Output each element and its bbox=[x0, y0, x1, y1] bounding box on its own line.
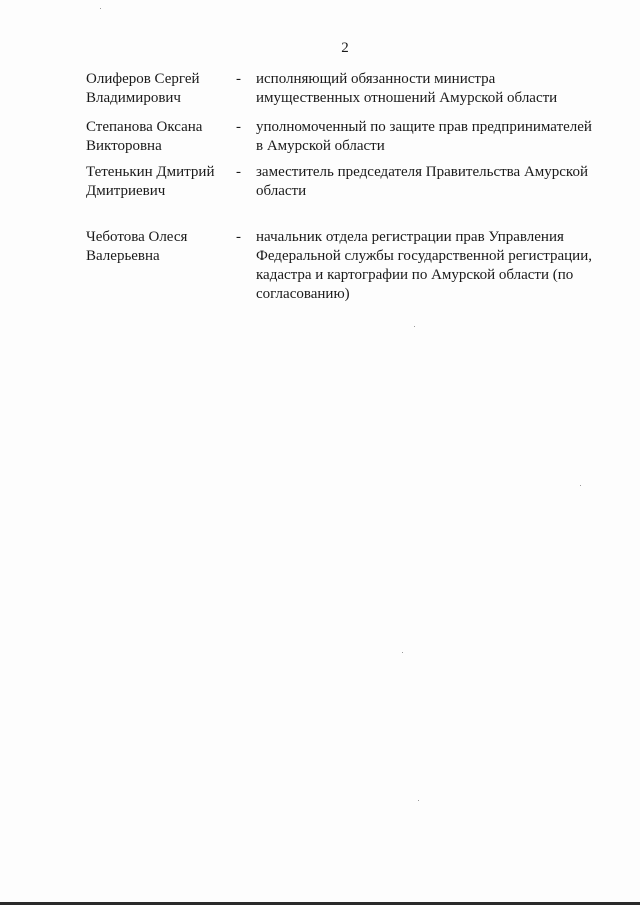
dash-separator: - bbox=[236, 119, 241, 135]
member-role: уполномоченный по защите прав предпринимателей в Амурской области bbox=[256, 119, 592, 154]
member-name: Степанова Оксана Викторовна bbox=[86, 119, 203, 154]
scan-speck bbox=[100, 8, 101, 9]
member-name: Тетенькин Дмитрий Дмитриевич bbox=[86, 164, 215, 199]
page-number: 2 bbox=[341, 40, 349, 56]
scan-speck bbox=[418, 800, 419, 801]
member-role: исполняющий обязанности министра имущественных отношений Амурской области bbox=[256, 71, 558, 106]
dash-separator: - bbox=[236, 71, 241, 87]
member-name: Олиферов Сергей Владимирович bbox=[86, 71, 200, 106]
scan-speck bbox=[580, 485, 581, 486]
member-role: заместитель председателя Правительства Амурской области bbox=[256, 164, 588, 199]
member-role: начальник отдела регистрации прав Управления Федеральной службы государственной регистрации, кадастра и картографии по Амурской области (по согласованию) bbox=[256, 229, 592, 302]
dash-separator: - bbox=[236, 164, 241, 180]
dash-separator: - bbox=[236, 229, 241, 245]
scan-speck bbox=[414, 326, 415, 327]
scan-speck bbox=[402, 652, 403, 653]
member-name: Чеботова Олеся Валерьевна bbox=[86, 229, 188, 264]
